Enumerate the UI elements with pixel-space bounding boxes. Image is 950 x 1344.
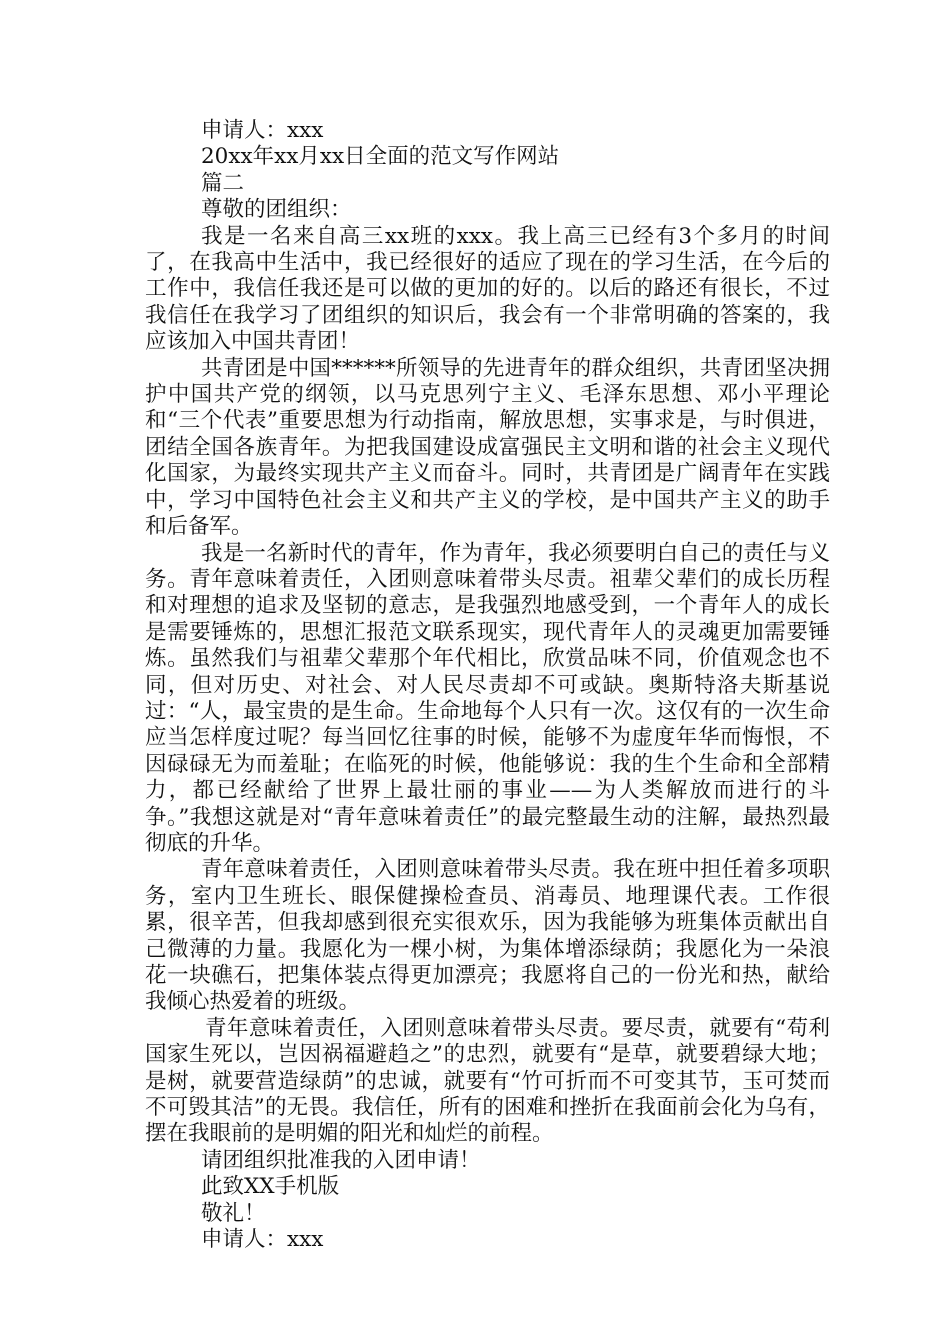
section-title: 篇二 <box>201 170 245 196</box>
closing-signature: 申请人：xxx <box>201 1227 324 1253</box>
date-line: 20xx年xx月xx日全面的范文写作网站 <box>201 144 560 170</box>
body-paragraph-2: 共青团是中国******所领导的先进青年的群众组织，共青团坚决拥护中国共产党的纲领，以马克思列宁主义、毛泽东思想、邓小平理论和“三个代表”重要思想为行动指南，解放思想，实事求是，与时俱进，团结全国各族青年。为把我国建设成富强民主文明和谐的社会主义现代化国家，为最终实现共产主义而奋斗。同时，共青团是广阔青年在实践中，学习中国特色社会主义和共产主义的学校，是中国共产主义的助手和后备军。 <box>145 355 830 540</box>
salutation: 尊敬的团组织： <box>201 197 352 223</box>
body-paragraph-4: 青年意味着责任，入团则意味着带头尽责。我在班中担任着多项职务，室内卫生班长、眼保健操检查员、消毒员、地理课代表。工作很累，很辛苦，但我却感到很充实很欢乐，因为我能够为班集体贡献出自己微薄的力量。我愿化为一棵小树，为集体增添绿荫；我愿化为一朵浪花一块礁石，把集体装点得更加漂亮；我愿将自己的一份光和热，献给我倾心热爱着的班级。 <box>145 857 830 1015</box>
applicant-line: 申请人：xxx <box>201 118 324 143</box>
body-paragraph-3: 我是一名新时代的青年，作为青年，我必须要明白自己的责任与义务。青年意味着责任，入团则意味着带头尽责。祖辈父辈们的成长历程和对理想的追求及坚韧的意志，是我强烈地感受到，一个青年人的成长是需要锤炼的，思想汇报范文联系现实，现代青年人的灵魂更加需要锤炼。虽然我们与祖辈父辈那个年代相比，欣赏品味不同，价值观念也不同，但对历史、对社会、对人民尽责却不可或缺。奥斯特洛夫斯基说过：“人，最宝贵的是生命。生命地每个人只有一次。这仅有的一次生命应当怎样度过呢？每当回忆往事的时候，能够不为虚度年华而悔恨，不因碌碌无为而羞耻；在临死的时候，他能够说：我的生个生命和全部精力，都已经献给了世界上最壮丽的事业——为人类解放而进行的斗争。”我想这就是对“青年意味着责任”的最完整最生动的注解，最热烈最彻底的升华。 <box>145 540 830 856</box>
body-paragraph-5: 青年意味着责任，入团则意味着带头尽责。要尽责，就要有“苟利国家生死以，岂因祸福避趋之”的忠烈，就要有“是草，就要碧绿大地；是树，就要营造绿荫”的忠诚，就要有“竹可折而不可变其节，玉可焚而不可毁其洁”的无畏。我信任，所有的困难和挫折在我面前会化为乌有，摆在我眼前的是明媚的阳光和灿烂的前程。 <box>145 1015 830 1147</box>
document-page <box>145 118 830 1253</box>
closing-request: 请团组织批准我的入团申请！ <box>201 1147 481 1173</box>
closing-regards: 敬礼！ <box>201 1200 266 1226</box>
closing-to: 此致XX手机版 <box>201 1174 340 1200</box>
body-paragraph-1: 我是一名来自高三xx班的xxx。我上高三已经有3个多月的时间了，在我高中生活中，我已经很好的适应了现在的学习生活，在今后的工作中，我信任我还是可以做的更加的好的。以后的路还有很长，不过我信任在我学习了团组织的知识后，我会有一个非常明确的答案的，我应该加入中国共青团！ <box>145 223 830 355</box>
